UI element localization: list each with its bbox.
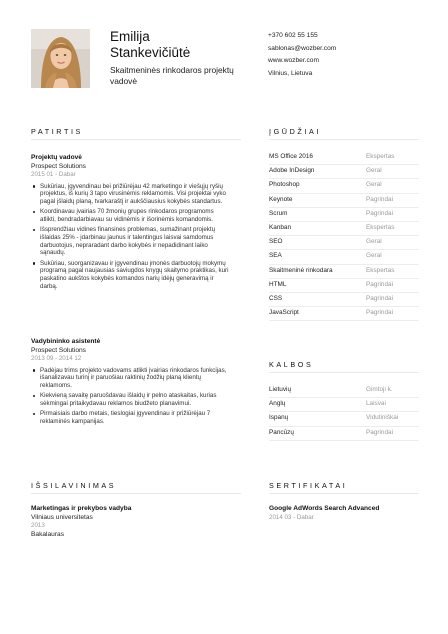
skill-name: Adobe InDesign (269, 167, 315, 175)
first-name: Emilija (110, 29, 150, 44)
resume-header (0, 0, 448, 100)
position-title: Projektų vadovė (31, 154, 82, 161)
language-name: Anglų (269, 400, 286, 408)
skill-name: Skaitmeninė rinkodara (269, 266, 333, 274)
skill-level: Ekspertas (366, 153, 395, 160)
skill-level: Ekspertas (366, 266, 395, 274)
section-divider (269, 139, 419, 140)
skill-name: Scrum (269, 209, 288, 217)
section-divider (31, 139, 241, 140)
achievement-item: Sukūriau, įgyvendinau bei prižiūrėjau 42 marketingo ir viešųjų ryšių projektus, iš kurių 3 tapo virusinėmis reklamomis. Visi projektai vyko pagal įšlaidų planą, tvarkaraštį ir aukščiausius kokybės standartus. (31, 183, 231, 206)
degree-title: Marketingas ir prekybos vadyba (31, 505, 132, 512)
language-level: Laisvai (366, 400, 386, 408)
experience-entry-2 (31, 338, 231, 428)
achievement-item: Pirmaisiais darbo metais, tieslogiai įgyvendinau ir prižiūrėjau 7 reklaminės kampanijas. (31, 410, 231, 425)
skill-row (269, 179, 419, 193)
graduation-year: 2013 (31, 522, 45, 529)
achievement-item: Sukūriau, suorganizavau ir įgyvendinau įmonės darbuotojų mokymų programą pagal naujausias saviugdos knygų skaitymo praktikas, kuri paskatino aukštos kokybės komandos narių idėjų generavimą ir darbą. (31, 260, 231, 291)
skill-name: JavaScript (269, 309, 299, 317)
skill-row (269, 293, 419, 307)
skill-name: MS Office 2016 (269, 153, 313, 160)
skill-level: Geral (366, 167, 382, 175)
candidate-name (110, 29, 250, 61)
achievement-item: Išsprendžiau vidines finansines problemas, sumažinant projektų išlaidas 25% - įdarbinau jaunus ir talentingus laisvai samdomus darbuotojus, nepraradant darbo kokybės ir nepadidinant laiko sąnaudų. (31, 226, 231, 257)
skill-row (269, 194, 419, 208)
school-name: Vilniaus universitetas (31, 513, 93, 521)
achievement-item: Kiekvieną savaitę paruošdavau išlaidų ir pelno ataskaitas, kurias sėkmingai pritaikydavau reklamos biudžeto planavimui. (31, 392, 231, 407)
contact-info (268, 30, 428, 80)
employment-dates: 2015 01 - Dabar (31, 171, 76, 178)
skill-row (269, 250, 419, 264)
location: Vilnius, Lietuva (268, 69, 313, 77)
skill-level: Pagrindai (366, 209, 394, 217)
skill-name: CSS (269, 295, 283, 302)
language-row (269, 398, 419, 412)
row-divider (269, 320, 419, 321)
language-row (269, 412, 419, 426)
achievement-item: Koordinavau įvairias 70 žmonių grupes rinkodaros programoms atlikti, bendradarbiavau su vidinėmis ir išorinėmis komandomis. (31, 208, 231, 223)
skill-level: Pagrindai (366, 280, 394, 288)
skill-level: Pagrindai (366, 295, 394, 302)
achievement-list (31, 183, 231, 291)
section-title-education: IŠSILAVINIMAS (31, 481, 117, 490)
skill-row (269, 208, 419, 222)
certificate-entry (269, 505, 429, 522)
company-name: Prospect Solutions (31, 162, 86, 170)
skill-row (269, 222, 419, 236)
skill-level: Pagrindai (366, 195, 394, 203)
skill-level: Pagrindai (366, 309, 394, 317)
skill-name: SEO (269, 238, 283, 246)
skill-level: Geral (366, 238, 382, 246)
degree-level: Bakalauras (31, 530, 64, 538)
language-level: Pagrindai (366, 428, 394, 436)
section-title-skills: ĮGŪDŽIAI (269, 127, 321, 136)
phone-number[interactable]: +370 602 55 155 (268, 32, 318, 39)
section-title-experience: PATIRTIS (31, 127, 83, 136)
skill-name: SEA (269, 252, 282, 260)
company-name: Prospect Solutions (31, 346, 86, 354)
language-row (269, 427, 419, 441)
row-divider (269, 440, 419, 441)
section-divider (31, 493, 241, 494)
position-title: Vadybininko asistentė (31, 338, 101, 345)
skill-level: Geral (366, 181, 382, 189)
language-level: Vidutiniškai (366, 414, 399, 422)
skill-row (269, 236, 419, 250)
skill-row (269, 279, 419, 293)
skill-row (269, 165, 419, 179)
language-name: Lietuvių (269, 386, 292, 393)
language-row (269, 384, 419, 398)
education-entry (31, 505, 231, 539)
job-title: Skaitmeninės rinkodaros projektų vadovė (110, 65, 234, 86)
website-link[interactable]: www.wozber.com (268, 57, 319, 65)
section-divider (269, 493, 419, 494)
skill-row (269, 265, 419, 279)
skill-level: Geral (366, 252, 382, 260)
language-level: Gimtoji k. (366, 386, 393, 393)
skill-name: Kanban (269, 224, 292, 231)
section-title-languages: KALBOS (269, 360, 314, 369)
experience-entry-1 (31, 154, 231, 293)
language-name: Ispanų (269, 414, 289, 422)
achievement-list (31, 367, 231, 426)
skill-name: HTML (269, 280, 287, 288)
skill-name: Photoshop (269, 181, 300, 189)
achievement-item: Padėjau trims projekto vadovams atlikti įvairias rinkodaros funkcijas, išanalizavau turinį ir paruošiau raktinių žodžių planą klientų reklamoms. (31, 367, 231, 390)
certificate-date: 2014 03 - Dabar (269, 513, 314, 521)
skill-row (269, 307, 419, 321)
skill-row (269, 151, 419, 165)
skill-level: Ekspertas (366, 224, 395, 231)
certificate-name: Google AdWords Search Advanced (269, 505, 380, 512)
email-address[interactable]: sablonas@wozber.com (268, 44, 337, 52)
employment-dates: 2013 09 - 2014 12 (31, 355, 82, 362)
profile-photo (31, 29, 90, 88)
language-name: Pancūzų (269, 428, 294, 436)
section-divider (269, 372, 419, 373)
skill-name: Keynote (269, 195, 293, 203)
section-title-certificates: SERTIFIKATAI (269, 481, 348, 490)
last-name: Stankevičiūtė (110, 45, 191, 60)
